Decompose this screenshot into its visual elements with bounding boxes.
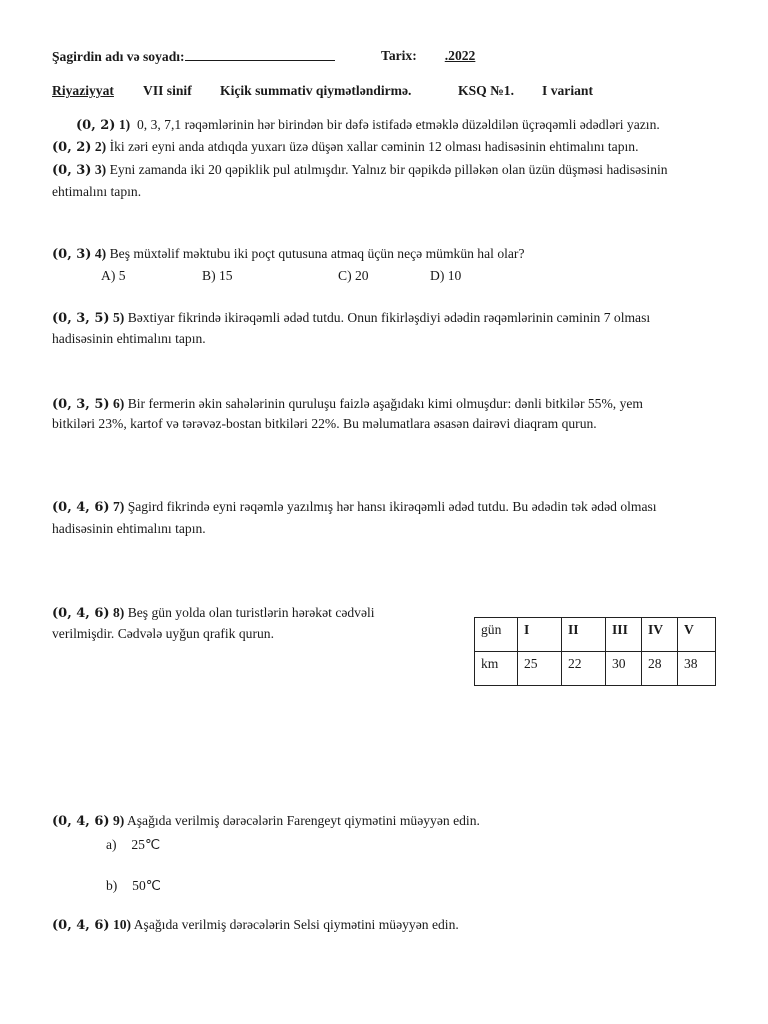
option-value: 25℃: [131, 837, 161, 852]
question-3: [52, 161, 668, 180]
subject-label: Riyaziyyat: [52, 83, 114, 98]
question-4: [52, 245, 524, 264]
question-2: [52, 138, 638, 157]
question-1-text: 0, 3, 7,1 rəqəmlərinin hər birindən bir dəfə istifadə etməklə düzəldilən üçrəqəmli ədədləri yazın.: [136, 117, 660, 132]
question-1: [76, 116, 660, 135]
question-4-option-b[interactable]: B) 15: [202, 268, 233, 283]
student-name-blank[interactable]: [185, 47, 335, 61]
question-5-text-line2: hadisəsinin ehtimalını tapın.: [52, 331, 206, 346]
question-7-text-line1: Şagird fikrində eyni rəqəmlə yazılmış hər hansı ikirəqəmli ədəd tutdu. Bu ədədin tək ədəd olması: [127, 499, 657, 514]
question-6-text-line2: bitkiləri 23%, kartof və tərəvəz-bostan bitkiləri 22%. Bu məlumatlara əsasən dairəvi diaqram qurun.: [52, 416, 597, 431]
question-9: [52, 812, 480, 831]
question-3-text-line1: Eyni zamanda iki 20 qəpiklik pul atılmışdır. Yalnız bir qəpikdə pilləkən olan üzün düşməsi hadisəsinin: [109, 162, 668, 177]
question-2-text: İki zəri eyni anda atdıqda yuxarı üzə düşən xallar cəminin 12 olması hadisəsinin ehtimalını tapın.: [109, 139, 639, 154]
table-cell: km: [475, 652, 518, 686]
question-8-number: 8): [112, 605, 125, 620]
ksq-label: KSQ №1.: [458, 83, 514, 98]
question-7-score: (0, 4, 6): [52, 500, 110, 515]
date-value: .2022: [444, 48, 476, 63]
table-cell: gün: [475, 618, 518, 652]
question-7-text-line2: hadisəsinin ehtimalını tapın.: [52, 521, 206, 536]
question-10-number: 10): [112, 917, 132, 932]
question-4-option-c[interactable]: C) 20: [338, 268, 369, 283]
question-6-text-line1: Bir fermerin əkin sahələrinin quruluşu faizlə aşağıdakı kimi olmuşdur: dənli bitkilər 55%, yem: [127, 396, 643, 411]
question-5-text-line1: Bəxtiyar fikrində ikirəqəmli ədəd tutdu. Onun fikirləşdiyi ədədin rəqəmlərinin cəminin 7 olması: [127, 310, 651, 325]
question-6-score: (0, 3, 5): [52, 397, 110, 412]
question-10: [52, 916, 459, 935]
option-label: a): [106, 837, 117, 852]
table-row: [475, 652, 716, 686]
question-5-score: (0, 3, 5): [52, 311, 110, 326]
table-cell: I: [518, 618, 562, 652]
option-value: 50℃: [132, 878, 162, 893]
question-3-text-line2: ehtimalını tapın.: [52, 184, 142, 199]
question-10-text: Aşağıda verilmiş dərəcələrin Selsi qiymətini müəyyən edin.: [133, 917, 459, 932]
table-cell: 25: [518, 652, 562, 686]
table-cell: 30: [606, 652, 642, 686]
question-5-number: 5): [112, 310, 125, 325]
question-1-score: (0, 2): [76, 118, 116, 133]
question-10-score: (0, 4, 6): [52, 918, 110, 933]
question-9-text: Aşağıda verilmiş dərəcələrin Farengeyt qiymətini müəyyən edin.: [126, 813, 480, 828]
question-8-score: (0, 4, 6): [52, 606, 110, 621]
table-row: [475, 618, 716, 652]
question-7-number: 7): [112, 499, 125, 514]
question-6-number: 6): [112, 396, 125, 411]
question-4-text: Beş müxtəlif məktubu iki poçt qutusuna atmaq üçün neçə mümkün hal olar?: [109, 246, 525, 261]
student-name-label: Şagirdin adı və soyadı:: [52, 49, 185, 64]
date-label: Tarix:: [381, 48, 417, 63]
question-2-number: 2): [94, 139, 107, 154]
table-cell: 22: [562, 652, 606, 686]
date-line: [381, 47, 475, 65]
question-4-number: 4): [94, 246, 107, 261]
grade-label: VII sinif: [143, 83, 192, 98]
table-cell: III: [606, 618, 642, 652]
variant-label: I variant: [542, 83, 593, 98]
option-label: b): [106, 878, 118, 893]
question-8-text-line1: Beş gün yolda olan turistlərin hərəkət cədvəli: [127, 605, 375, 620]
student-name-line: [52, 47, 335, 66]
question-6: [52, 395, 643, 414]
question-8-text-line2: verilmişdir. Cədvələ uyğun qrafik qurun.: [52, 626, 274, 641]
table-cell: II: [562, 618, 606, 652]
question-4-score: (0, 3): [52, 247, 92, 262]
question-9-number: 9): [112, 813, 125, 828]
question-2-score: (0, 2): [52, 140, 92, 155]
question-9-score: (0, 4, 6): [52, 814, 110, 829]
travel-table: [474, 617, 716, 686]
question-8: [52, 604, 375, 623]
question-4-option-a[interactable]: A) 5: [101, 268, 126, 283]
question-1-number: 1): [118, 117, 131, 132]
table-cell: 28: [642, 652, 678, 686]
question-3-number: 3): [94, 162, 107, 177]
question-5: [52, 309, 650, 328]
assessment-label: Kiçik summativ qiymətləndirmə.: [220, 83, 412, 98]
table-cell: V: [678, 618, 716, 652]
question-9-option-b: [106, 877, 161, 895]
question-9-option-a: [106, 836, 160, 854]
question-4-option-d[interactable]: D) 10: [430, 268, 462, 283]
question-3-score: (0, 3): [52, 163, 92, 178]
table-cell: 38: [678, 652, 716, 686]
question-7: [52, 498, 657, 517]
table-cell: IV: [642, 618, 678, 652]
